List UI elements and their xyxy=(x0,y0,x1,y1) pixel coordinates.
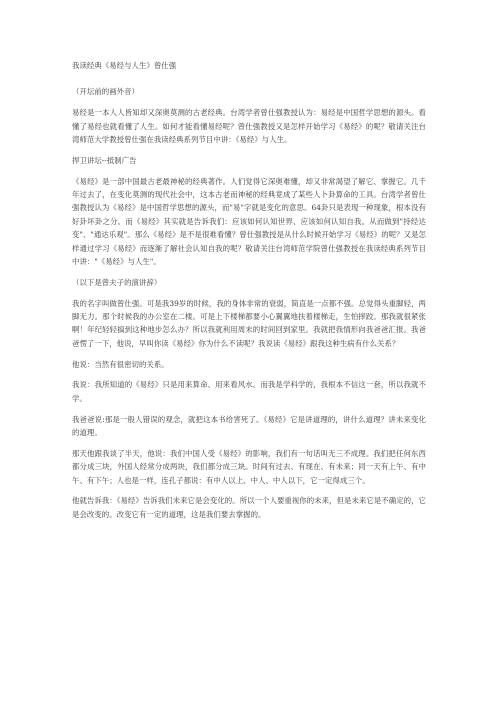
section-paragraph-speech: 我的名字叫做曾仕强。可是我39岁的时候，我的身体非常的衰弱，简直是一点都不强。总觉得头重脚轻，两脚无力。那个时候我的办公室在二楼。可是上下楼梯都要小心翼翼地扶着楼梯走，生怕摔跤。那我就很紧张啊！年纪轻轻搞到这种地步怎么办？所以我就利用周末的时间回到家里。我就把我情形向我爸爸汇报。我爸爸愣了一下，他说，早叫你读《易经》你为什么不读呢？我说读《易经》跟我这种生病有什么关系？ xyxy=(72,298,426,348)
section-heading-intro: （开坛前的画外音） xyxy=(72,87,139,97)
section-heading-lecture: 捍卫讲坛--抵制广告 xyxy=(72,155,137,165)
section-paragraph-intro: 易经是一本人人皆知却又深奥莫测的古老经典。台湾学者曾仕强教授认为：易经是中国哲学思想的源头。看懂了易经也就看懂了人生。如何才能看懂易经呢？曾仕强教授又是怎样开始学习《易经》的呢？敬请关注台湾师范大学教授曾仕强在我读经典系列节目中讲：《易经》与人生。 xyxy=(72,108,426,145)
paragraph-5: 他就告诉我：《易经》告诉我们未来它是会变化的。所以一个人要重视你的未来，但是未来它是不确定的，它是会改变的。改变它有一定的道理，这是我们要去掌握的。 xyxy=(72,496,426,519)
document-title: 我读经典《易经与人生》曾仕强 xyxy=(72,61,177,70)
paragraph-4: 那天他跟我谈了半天，他说：我们中国人受《易经》的影响，我们有一句话叫无三不成理。我们把任何东西都分成三块，外国人经常分成两块，我们都分成三块。时间有过去、有现在、有未来；同一天有上午、有中午、有下午；人也是一样，连孔子都说：有中人以上、中人、中人以下，它一定得成三个。 xyxy=(72,448,426,485)
section-heading-speech: （以下是曾夫子的演讲辞） xyxy=(72,277,162,287)
paragraph-3: 我爸爸说:那是一般人错误的观念，就把这本书给害死了。《易经》它是讲道理的，讲什么道理？讲未来变化的道理。 xyxy=(72,414,426,438)
section-paragraph-lecture: 《易经》是一部中国最古老最神秘的经典著作。人们觉得它深奥难懂，却又非常渴望了解它、掌握它。几千年过去了，在变化莫测的现代社会中，这本古老而神秘的经典竟成了某些人卜卦算命的工具。台湾学者曾仕强教授认为《易经》是中国哲学思想的源头，而"易"字就是变化的意思。64卦只是表现一种现象，根本没有好卦坏卦之分。而《易经》其实就是告诉我们：应该如何认知世界、应该如何认知自我。从而做到"持经达变"、"通达乐观"。那么《易经》是不是很难看懂？曾仕强教授是从什么时候开始学习《易经》的呢？又是怎样通过学习《易经》而逐渐了解社会认知自我的呢？敬请关注台湾师范学院曾仕强教授在我读经典系列节目中讲："《易经》与人生"。 xyxy=(72,176,426,267)
paragraph-1: 他说：当然有很密切的关系。 xyxy=(72,359,169,369)
document-body xyxy=(72,59,426,529)
paragraph-2: 我说：我所知道的《易经》只是用来算命、用来看风水。而我是学科学的，我根本不信这一套，所以我就不学。 xyxy=(72,380,426,403)
